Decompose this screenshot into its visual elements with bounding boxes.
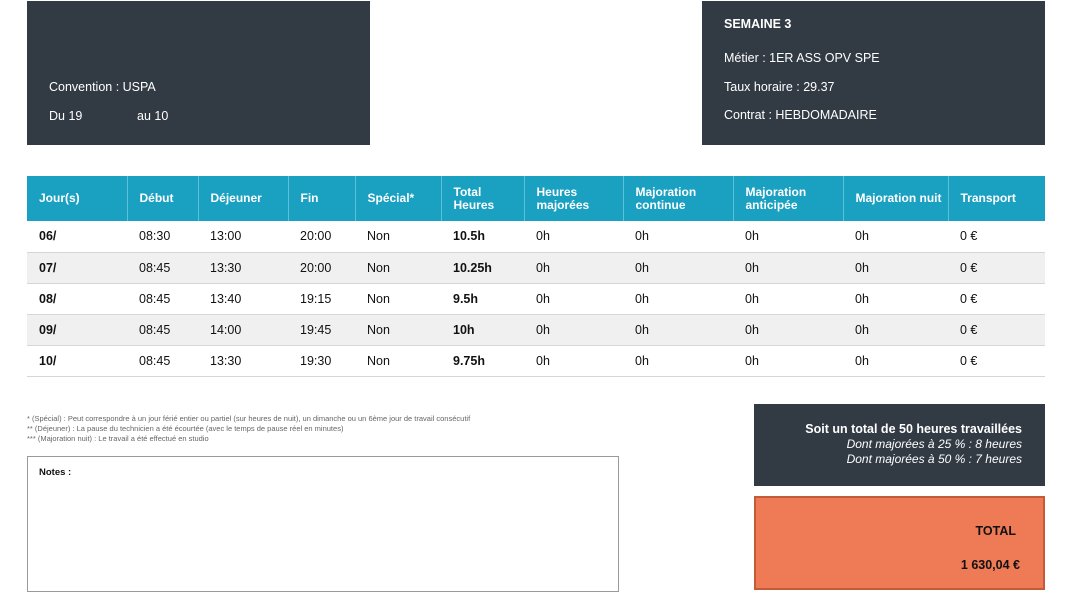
header-night-premium: Majoration nuit [843, 176, 948, 221]
cell-transport: 0 € [948, 345, 1045, 376]
cell-lunch: 13:40 [198, 283, 288, 314]
convention-label: Convention : USPA [49, 80, 156, 94]
cell-early-premium: 0h [733, 252, 843, 283]
header-special: Spécial* [355, 176, 441, 221]
table-row [27, 221, 1045, 252]
header-total-hours: Total Heures [441, 176, 524, 221]
cell-early-premium: 0h [733, 314, 843, 345]
cell-total-hours: 10.25h [441, 252, 524, 283]
timesheet-table [27, 176, 1045, 377]
cell-end: 20:00 [288, 221, 355, 252]
cell-day: 10/ [27, 345, 127, 376]
cell-transport: 0 € [948, 314, 1045, 345]
footnote-special: * (Spécial) : Peut correspondre à un jour férié entier ou partiel (sur heures de nuit), un dimanche ou un 6ème jour de travail consécutif [27, 414, 471, 423]
cell-early-premium: 0h [733, 221, 843, 252]
cell-early-premium: 0h [733, 283, 843, 314]
cell-end: 19:45 [288, 314, 355, 345]
cell-end: 19:15 [288, 283, 355, 314]
cell-overtime-hours: 0h [524, 252, 623, 283]
total-panel [754, 496, 1045, 590]
header-transport: Transport [948, 176, 1045, 221]
cell-continuous-premium: 0h [623, 221, 733, 252]
cell-start: 08:45 [127, 345, 198, 376]
cell-start: 08:30 [127, 221, 198, 252]
header-start: Début [127, 176, 198, 221]
header-end: Fin [288, 176, 355, 221]
header-overtime-hours: Heures majorées [524, 176, 623, 221]
cell-night-premium: 0h [843, 345, 948, 376]
header-lunch: Déjeuner [198, 176, 288, 221]
cell-end: 20:00 [288, 252, 355, 283]
summary-overtime-50: Dont majorées à 50 % : 7 heures [846, 452, 1022, 466]
cell-total-hours: 9.5h [441, 283, 524, 314]
cell-total-hours: 10h [441, 314, 524, 345]
header-early-premium: Majoration anticipée [733, 176, 843, 221]
cell-lunch: 13:00 [198, 221, 288, 252]
cell-transport: 0 € [948, 283, 1045, 314]
cell-early-premium: 0h [733, 345, 843, 376]
cell-overtime-hours: 0h [524, 314, 623, 345]
cell-night-premium: 0h [843, 283, 948, 314]
cell-night-premium: 0h [843, 252, 948, 283]
cell-day: 07/ [27, 252, 127, 283]
cell-overtime-hours: 0h [524, 221, 623, 252]
cell-continuous-premium: 0h [623, 345, 733, 376]
cell-special: Non [355, 345, 441, 376]
cell-special: Non [355, 314, 441, 345]
cell-night-premium: 0h [843, 314, 948, 345]
cell-overtime-hours: 0h [524, 345, 623, 376]
summary-total-hours: Soit un total de 50 heures travaillées [805, 422, 1022, 436]
hours-summary-panel [754, 404, 1045, 486]
header-continuous-premium: Majoration continue [623, 176, 733, 221]
cell-lunch: 13:30 [198, 345, 288, 376]
footnotes [27, 414, 470, 444]
period-to: au 10 [137, 109, 169, 123]
contract-label: Contrat : HEBDOMADAIRE [724, 108, 877, 122]
cell-transport: 0 € [948, 221, 1045, 252]
header-right-panel [702, 1, 1045, 145]
cell-continuous-premium: 0h [623, 314, 733, 345]
total-label: TOTAL [975, 524, 1016, 538]
week-label: SEMAINE 3 [724, 17, 792, 31]
cell-special: Non [355, 252, 441, 283]
cell-night-premium: 0h [843, 221, 948, 252]
total-amount: 1 630,04 € [960, 558, 1020, 572]
period-from: Du 19 [49, 109, 83, 123]
cell-lunch: 14:00 [198, 314, 288, 345]
cell-start: 08:45 [127, 252, 198, 283]
cell-day: 08/ [27, 283, 127, 314]
cell-continuous-premium: 0h [623, 252, 733, 283]
cell-continuous-premium: 0h [623, 283, 733, 314]
cell-end: 19:30 [288, 345, 355, 376]
hourly-rate-label: Taux horaire : 29.37 [724, 80, 835, 94]
cell-day: 06/ [27, 221, 127, 252]
cell-total-hours: 9.75h [441, 345, 524, 376]
table-row [27, 345, 1045, 376]
header-day: Jour(s) [27, 176, 127, 221]
cell-total-hours: 10.5h [441, 221, 524, 252]
footnote-lunch: ** (Déjeuner) : La pause du technicien a été écourtée (avec le temps de pause réel en minutes) [27, 424, 344, 433]
summary-overtime-25: Dont majorées à 25 % : 8 heures [846, 437, 1022, 451]
table-row [27, 314, 1045, 345]
cell-overtime-hours: 0h [524, 283, 623, 314]
cell-special: Non [355, 221, 441, 252]
cell-start: 08:45 [127, 314, 198, 345]
notes-box [27, 456, 619, 592]
footnote-night: *** (Majoration nuit) : Le travail a été effectué en studio [27, 434, 209, 443]
table-row [27, 252, 1045, 283]
cell-start: 08:45 [127, 283, 198, 314]
cell-day: 09/ [27, 314, 127, 345]
header-left-panel [27, 1, 370, 145]
metier-label: Métier : 1ER ASS OPV SPE [724, 51, 880, 65]
notes-label: Notes : [39, 467, 72, 478]
cell-transport: 0 € [948, 252, 1045, 283]
cell-lunch: 13:30 [198, 252, 288, 283]
table-header-row [27, 176, 1045, 221]
cell-special: Non [355, 283, 441, 314]
table-row [27, 283, 1045, 314]
